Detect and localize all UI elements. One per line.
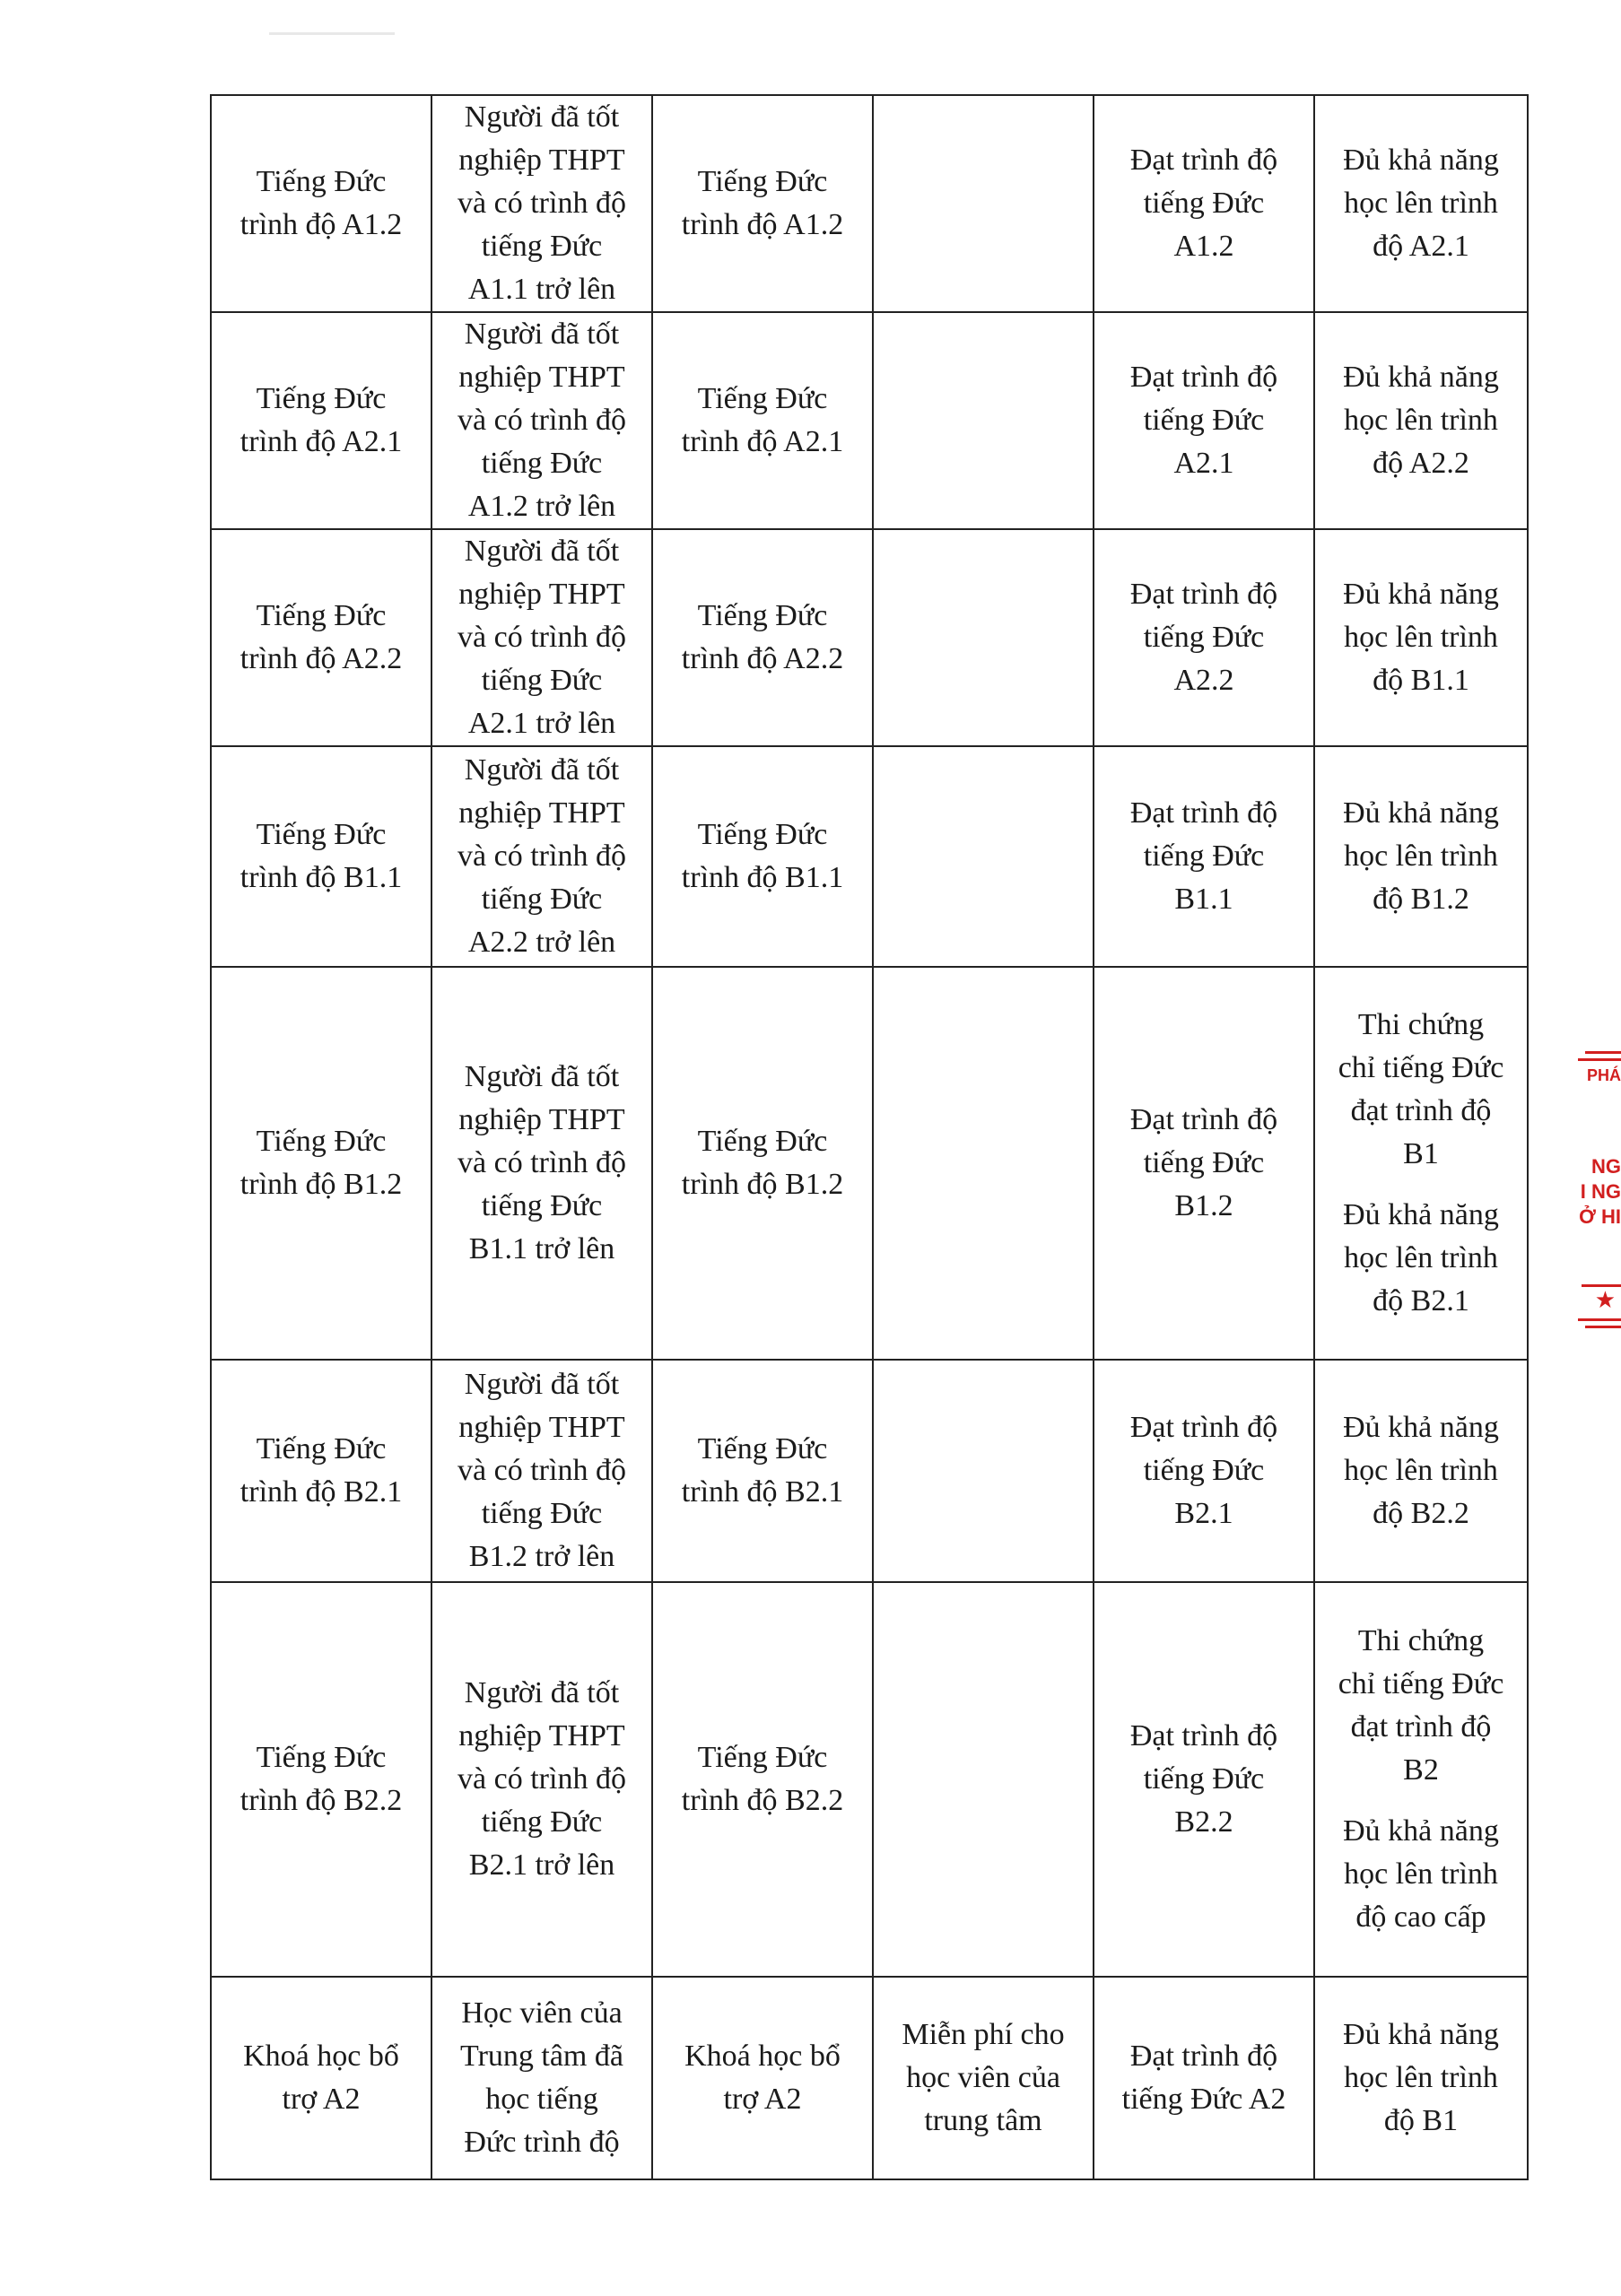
cell-line: Tiếng Đức <box>256 599 387 632</box>
cell-outcome <box>1094 1977 1314 2179</box>
cell-line: A1.2 trở lên <box>467 490 616 523</box>
cell-line: trợ A2 <box>282 2083 361 2116</box>
cell-fee <box>873 1582 1094 1977</box>
cell-line: trình độ B2.2 <box>681 1784 844 1817</box>
cell-line: Người đã tốt <box>464 100 620 134</box>
cell-course <box>211 967 431 1360</box>
cell-result <box>1314 967 1528 1360</box>
cell-line: nghiệp THPT <box>458 578 625 611</box>
cell-result <box>1314 1360 1528 1582</box>
cell-line: Đạt trình độ <box>1129 578 1278 611</box>
cell-line: trình độ A2.2 <box>681 642 844 675</box>
cell-line: Đủ khả năng <box>1343 361 1499 394</box>
cell-outcome <box>1094 746 1314 967</box>
cell-line: trình độ B2.1 <box>240 1475 403 1509</box>
table-row <box>211 1360 1528 1582</box>
stamp-text: I NG <box>1580 1180 1621 1203</box>
cell-line: đạt trình độ <box>1350 1094 1492 1127</box>
cell-result <box>1314 312 1528 529</box>
cell-line: học viên của <box>906 2061 1060 2094</box>
cell-line: tiếng Đức <box>481 1189 603 1222</box>
cell-line: độ B1.2 <box>1373 883 1469 916</box>
cell-program <box>652 746 873 967</box>
cell-line: độ B1.1 <box>1373 664 1469 697</box>
cell-line: tiếng Đức <box>1143 1762 1265 1796</box>
cell-line: trình độ B2.1 <box>681 1475 844 1509</box>
cell-line: nghiệp THPT <box>458 1411 625 1444</box>
cell-line: Trung tâm đã <box>460 2039 623 2073</box>
cell-fee <box>873 312 1094 529</box>
cell-line: Đủ khả năng <box>1343 578 1499 611</box>
cell-line: Đạt trình độ <box>1129 144 1278 177</box>
cell-line: B2.2 <box>1174 1805 1233 1839</box>
cell-line: tiếng Đức <box>1143 1454 1265 1487</box>
cell-line: trình độ B1.1 <box>240 861 403 894</box>
cell-line: tiếng Đức <box>1143 839 1265 873</box>
cell-line: và có trình độ <box>458 621 626 654</box>
cell-line: A1.1 trở lên <box>467 273 616 306</box>
cell-line: Người đã tốt <box>464 1060 620 1093</box>
table-row <box>211 746 1528 967</box>
cell-line: độ B2.1 <box>1373 1284 1469 1318</box>
cell-requirement <box>431 1360 652 1582</box>
cell-line: tiếng Đức <box>481 1805 603 1839</box>
cell-requirement <box>431 95 652 312</box>
cell-line: và có trình độ <box>458 1454 626 1487</box>
cell-line: học lên trình <box>1344 1857 1498 1891</box>
cell-line: trình độ A2.1 <box>681 425 844 458</box>
star-icon: ★ <box>1594 1286 1616 1313</box>
cell-line: trình độ B2.2 <box>240 1784 403 1817</box>
cell-line: Đủ khả năng <box>1343 1411 1499 1444</box>
cell-line: nghiệp THPT <box>458 144 625 177</box>
stamp-text: NG <box>1591 1155 1621 1178</box>
cell-result <box>1314 529 1528 746</box>
cell-line: Đức trình độ <box>464 2126 620 2159</box>
cell-line: A2.1 trở lên <box>467 707 616 740</box>
cell-line: trình độ B1.2 <box>240 1168 403 1201</box>
cell-line: Thi chứng <box>1357 1008 1485 1041</box>
cell-line: trình độ A2.1 <box>240 425 403 458</box>
cell-line: học lên trình <box>1344 1241 1498 1274</box>
cell-line: Thi chứng <box>1357 1624 1485 1657</box>
cell-line: Người đã tốt <box>464 753 620 787</box>
cell-line: trình độ A1.2 <box>240 208 403 241</box>
cell-line: B1 <box>1403 1137 1439 1170</box>
cell-fee <box>873 1977 1094 2179</box>
cell-requirement <box>431 1582 652 1977</box>
cell-requirement <box>431 312 652 529</box>
cell-line: B1.2 <box>1174 1189 1233 1222</box>
cell-outcome <box>1094 529 1314 746</box>
cell-line: trung tâm <box>924 2104 1042 2137</box>
cell-program <box>652 529 873 746</box>
cell-line: A2.1 <box>1173 447 1234 480</box>
cell-line: trợ A2 <box>723 2083 802 2116</box>
cell-line: A1.2 <box>1173 230 1234 263</box>
cell-line: và có trình độ <box>458 187 626 220</box>
cell-line: Tiếng Đức <box>256 1432 387 1465</box>
cell-fee <box>873 967 1094 1360</box>
cell-line: và có trình độ <box>458 1146 626 1179</box>
cell-line: độ A2.2 <box>1373 447 1469 480</box>
cell-line: Học viên của <box>461 1996 623 2030</box>
cell-requirement <box>431 746 652 967</box>
cell-result <box>1314 1977 1528 2179</box>
cell-line: học lên trình <box>1344 839 1498 873</box>
cell-program <box>652 1977 873 2179</box>
cell-line: Người đã tốt <box>464 317 620 351</box>
cell-line: B1.2 trở lên <box>468 1540 615 1573</box>
cell-outcome <box>1094 1360 1314 1582</box>
cell-line: Đạt trình độ <box>1129 1411 1278 1444</box>
cell-line: tiếng Đức <box>1143 187 1265 220</box>
cell-line: Đạt trình độ <box>1129 1103 1278 1136</box>
cell-requirement <box>431 1977 652 2179</box>
cell-line: tiếng Đức <box>481 230 603 263</box>
paragraph-gap <box>1324 1792 1518 1810</box>
cell-fee <box>873 95 1094 312</box>
cell-program <box>652 95 873 312</box>
cell-line: Tiếng Đức <box>697 1125 828 1158</box>
cell-line: học tiếng <box>485 2083 598 2116</box>
cell-line: Tiếng Đức <box>697 1432 828 1465</box>
table-row <box>211 967 1528 1360</box>
course-table <box>210 94 1529 2180</box>
cell-line: đạt trình độ <box>1350 1710 1492 1744</box>
cell-course <box>211 529 431 746</box>
cell-line: Tiếng Đức <box>697 165 828 198</box>
cell-line: tiếng Đức <box>1143 1146 1265 1179</box>
cell-line: Tiếng Đức <box>256 165 387 198</box>
cell-line: Đạt trình độ <box>1129 1719 1278 1752</box>
stamp-line <box>1585 1326 1621 1328</box>
stamp-line <box>1585 1051 1621 1054</box>
cell-line: Tiếng Đức <box>697 382 828 415</box>
cell-line: trình độ A2.2 <box>240 642 403 675</box>
cell-line: học lên trình <box>1344 404 1498 437</box>
cell-line: Tiếng Đức <box>256 382 387 415</box>
cell-line: và có trình độ <box>458 1762 626 1796</box>
cell-result <box>1314 1582 1528 1977</box>
cell-line: Đủ khả năng <box>1343 2018 1499 2051</box>
table-row <box>211 1977 1528 2179</box>
cell-line: học lên trình <box>1344 2061 1498 2094</box>
cell-line: độ B2.2 <box>1373 1497 1469 1530</box>
cell-requirement <box>431 967 652 1360</box>
cell-fee <box>873 1360 1094 1582</box>
cell-line: chỉ tiếng Đức <box>1338 1667 1504 1700</box>
scan-artifact <box>269 32 395 35</box>
cell-course <box>211 1582 431 1977</box>
cell-program <box>652 1582 873 1977</box>
stamp-line <box>1578 1318 1621 1321</box>
cell-course <box>211 1360 431 1582</box>
cell-course <box>211 1977 431 2179</box>
cell-line: B2.1 <box>1174 1497 1233 1530</box>
cell-line: tiếng Đức <box>1143 404 1265 437</box>
cell-line: học lên trình <box>1344 187 1498 220</box>
cell-line: B2 <box>1403 1753 1439 1787</box>
cell-line: chỉ tiếng Đức <box>1338 1051 1504 1084</box>
cell-line: Người đã tốt <box>464 1368 620 1401</box>
cell-line: nghiệp THPT <box>458 1103 625 1136</box>
cell-line: B1.1 <box>1174 883 1233 916</box>
cell-line: trình độ B1.1 <box>681 861 844 894</box>
cell-fee <box>873 746 1094 967</box>
cell-line: tiếng Đức <box>481 664 603 697</box>
cell-course <box>211 95 431 312</box>
cell-line: Tiếng Đức <box>697 599 828 632</box>
cell-outcome <box>1094 1582 1314 1977</box>
cell-line: tiếng Đức A2 <box>1121 2083 1286 2116</box>
cell-line: nghiệp THPT <box>458 1719 625 1752</box>
table-body <box>211 95 1528 2179</box>
cell-line: Đủ khả năng <box>1343 1198 1499 1231</box>
cell-line: Khoá học bổ <box>243 2039 399 2073</box>
cell-line: B1.1 trở lên <box>468 1232 615 1265</box>
cell-line: Đạt trình độ <box>1129 796 1278 830</box>
cell-line: nghiệp THPT <box>458 361 625 394</box>
cell-line: Đủ khả năng <box>1343 796 1499 830</box>
table-row <box>211 95 1528 312</box>
cell-line: và có trình độ <box>458 404 626 437</box>
cell-course <box>211 312 431 529</box>
cell-line: độ A2.1 <box>1373 230 1469 263</box>
stamp-text: Ở HI <box>1579 1205 1621 1228</box>
cell-program <box>652 967 873 1360</box>
cell-line: Tiếng Đức <box>697 1741 828 1774</box>
cell-line: Đạt trình độ <box>1129 361 1278 394</box>
stamp-text: PHÁ <box>1586 1066 1621 1084</box>
cell-line: tiếng Đức <box>481 447 603 480</box>
cell-line: trình độ B1.2 <box>681 1168 844 1201</box>
cell-line: A2.2 <box>1173 664 1234 697</box>
cell-line: trình độ A1.2 <box>681 208 844 241</box>
cell-line: nghiệp THPT <box>458 796 625 830</box>
cell-line: B2.1 trở lên <box>468 1848 615 1882</box>
cell-result <box>1314 746 1528 967</box>
cell-line: học lên trình <box>1344 621 1498 654</box>
cell-result <box>1314 95 1528 312</box>
cell-course <box>211 746 431 967</box>
cell-line: Tiếng Đức <box>256 1125 387 1158</box>
stamp-line <box>1578 1058 1621 1061</box>
cell-outcome <box>1094 967 1314 1360</box>
cell-line: A2.2 trở lên <box>467 926 616 959</box>
cell-line: tiếng Đức <box>1143 621 1265 654</box>
cell-outcome <box>1094 312 1314 529</box>
cell-line: độ cao cấp <box>1355 1900 1486 1934</box>
cell-fee <box>873 529 1094 746</box>
cell-line: Khoá học bổ <box>684 2039 841 2073</box>
cell-outcome <box>1094 95 1314 312</box>
cell-line: Đạt trình độ <box>1129 2039 1278 2073</box>
cell-line: Tiếng Đức <box>697 818 828 851</box>
paragraph-gap <box>1324 1176 1518 1194</box>
cell-line: Người đã tốt <box>464 535 620 568</box>
cell-line: Miễn phí cho <box>902 2018 1065 2051</box>
table-row <box>211 529 1528 746</box>
red-stamp-fragment <box>1569 1049 1621 1336</box>
table-row <box>211 1582 1528 1977</box>
cell-line: tiếng Đức <box>481 883 603 916</box>
cell-requirement <box>431 529 652 746</box>
cell-program <box>652 1360 873 1582</box>
table-row <box>211 312 1528 529</box>
cell-line: và có trình độ <box>458 839 626 873</box>
cell-line: tiếng Đức <box>481 1497 603 1530</box>
cell-line: Tiếng Đức <box>256 1741 387 1774</box>
cell-line: độ B1 <box>1383 2104 1459 2137</box>
cell-program <box>652 312 873 529</box>
cell-line: Người đã tốt <box>464 1676 620 1709</box>
cell-line: Đủ khả năng <box>1343 1814 1499 1848</box>
cell-line: Tiếng Đức <box>256 818 387 851</box>
cell-line: Đủ khả năng <box>1343 144 1499 177</box>
cell-line: học lên trình <box>1344 1454 1498 1487</box>
